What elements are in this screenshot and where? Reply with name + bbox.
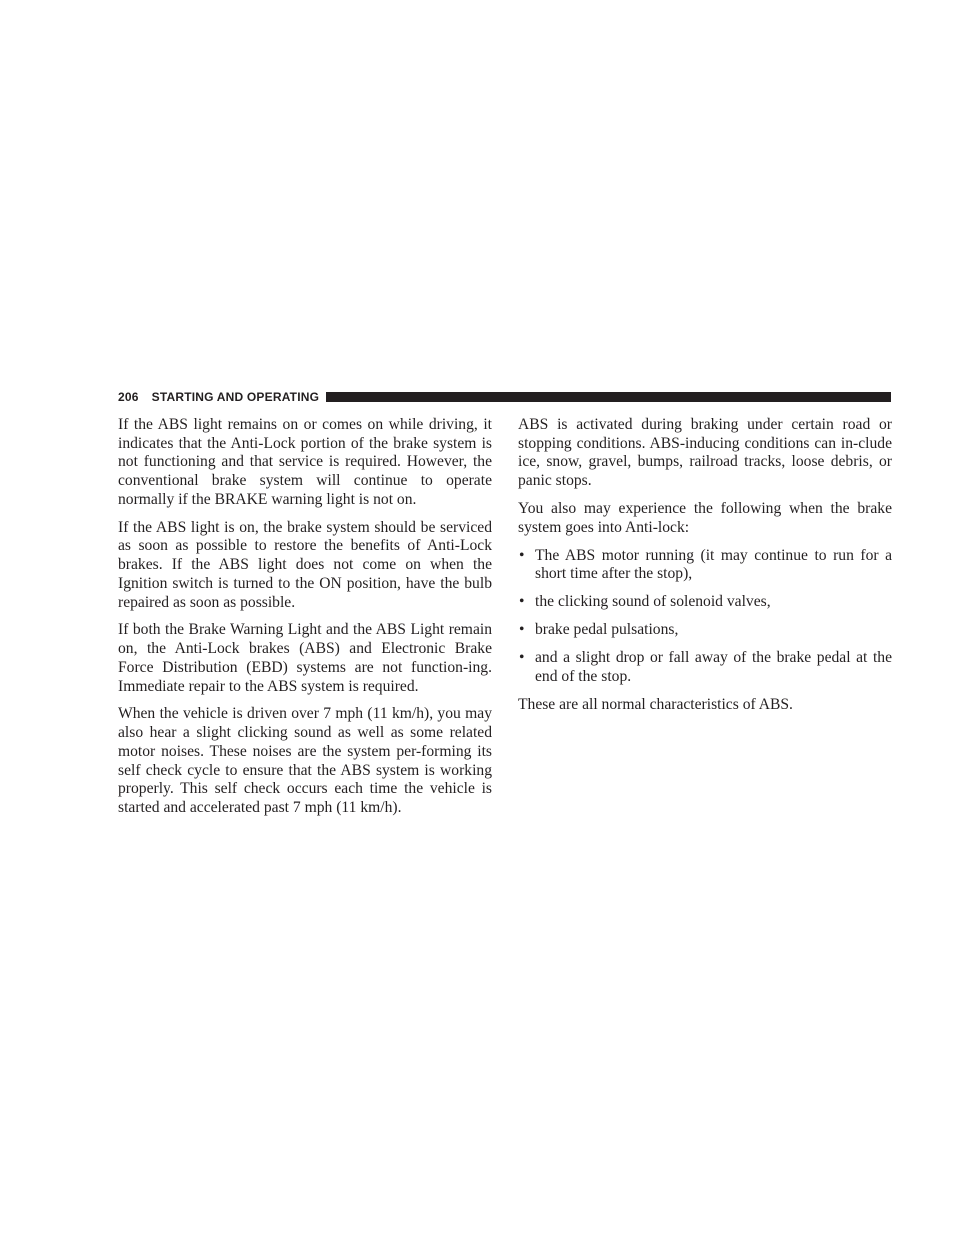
paragraph-both-lights-on: If both the Brake Warning Light and the ABS Light remain on, the Anti-Lock brakes (ABS) and Electronic Brake Force Distribution (EBD) systems are not function-ing. Immediate repair to the ABS system is required. [118, 621, 492, 695]
list-item-text: the clicking sound of solenoid valves, [535, 593, 771, 611]
paragraph-self-check: When the vehicle is driven over 7 mph (11 km/h), you may also hear a slight clicking sound as well as some related motor noises. These noises are the system per-forming its self check cycle to ensure that the ABS system is working properly. This self check occurs each time the vehicle is started and accelerated past 7 mph (11 km/h). [118, 705, 492, 816]
page-header [118, 389, 891, 405]
bullet-icon: • [519, 648, 525, 666]
paragraph-abs-light-service: If the ABS light is on, the brake system should be serviced as soon as possible to restore the benefits of Anti-Lock brakes. If the ABS light does not come on when the Ignition switch is turned to the ON position, have the bulb repaired as soon as possible. [118, 518, 492, 611]
paragraph-abs-light-on: If the ABS light remains on or comes on while driving, it indicates that the Anti-Lock portion of the brake system is not functioning and that service is required. However, the conventional brake system will continue to operate normally if the BRAKE warning light is not on. [118, 416, 492, 508]
paragraph-experience-intro: You also may experience the following when the brake system goes into Anti-lock: [518, 500, 892, 536]
bullet-icon: • [519, 621, 525, 639]
paragraph-closing: These are all normal characteristics of ABS. [518, 695, 793, 713]
page-number: 206 [118, 390, 139, 404]
list-item [518, 593, 892, 612]
list-item [518, 621, 892, 640]
right-column [518, 416, 892, 723]
list-item-text: brake pedal pulsations, [535, 621, 679, 639]
section-title: STARTING AND OPERATING [151, 390, 320, 404]
list-item-text: The ABS motor running (it may continue to run for a short time after the stop), [535, 546, 892, 583]
bullet-icon: • [519, 546, 525, 564]
list-item-text: and a slight drop or fall away of the brake pedal at the end of the stop. [535, 648, 892, 685]
left-column [118, 416, 492, 827]
symptom-list [518, 547, 892, 687]
list-item [518, 649, 892, 686]
bullet-icon: • [519, 593, 525, 611]
paragraph-abs-activation: ABS is activated during braking under certain road or stopping conditions. ABS-inducing conditions can in-clude ice, snow, gravel, bumps, railroad tracks, loose debris, or panic stops. [518, 416, 892, 490]
header-rule-bar [326, 392, 891, 402]
list-item [518, 547, 892, 584]
